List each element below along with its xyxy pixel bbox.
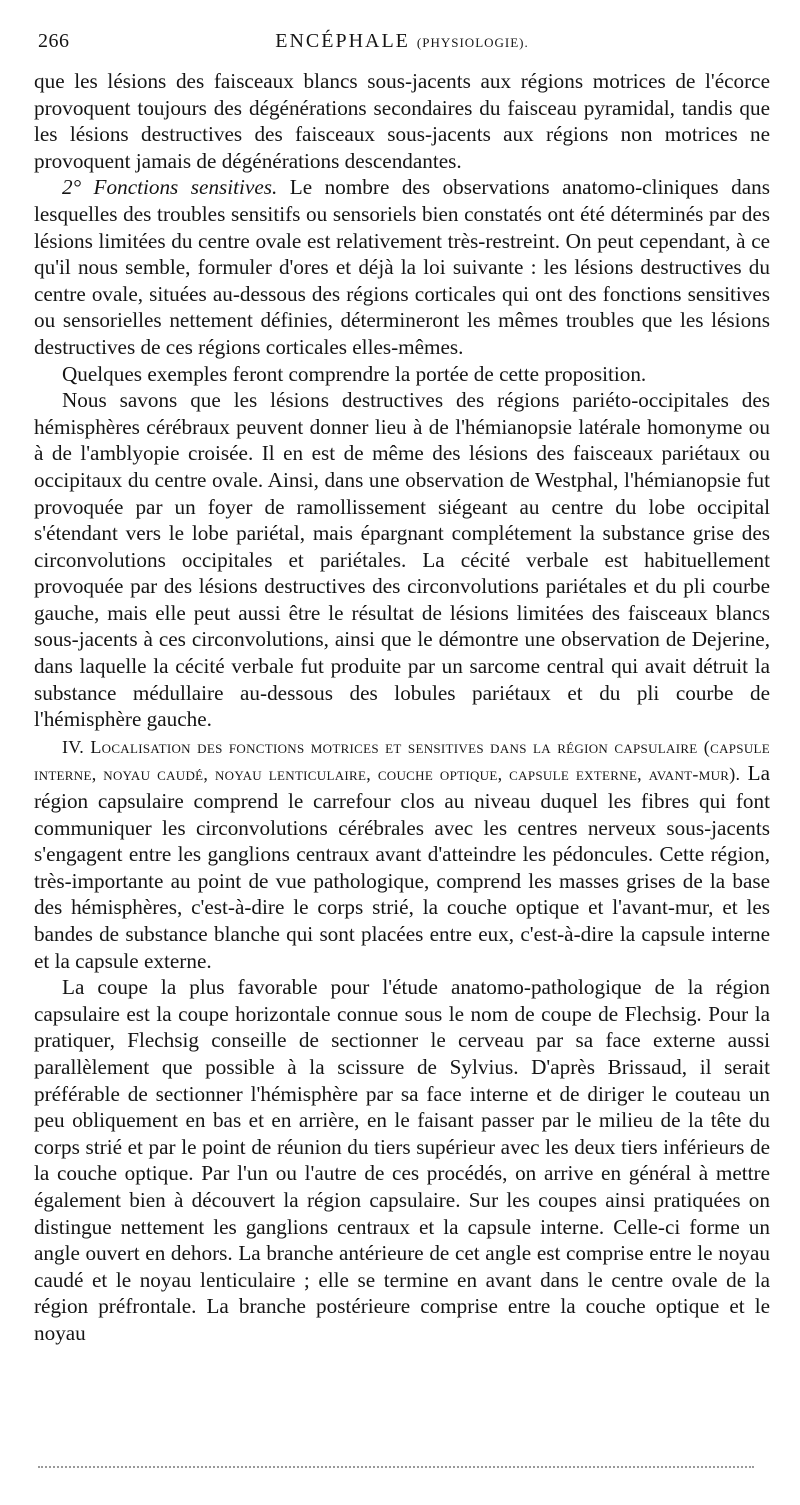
page bbox=[34, 28, 770, 1347]
paragraph-4: Nous savons que les lésions destructives des régions pariéto-occipitales des hémisphères cérébraux peuvent donner lieu à de l'hémianopsie latérale homonyme ou à de l'amblyopie croisée. Il en est de même des lésions des faisceaux pariétaux ou occipitaux du centre ovale. Ainsi, dans une observation de Westphal, l'hémianopsie fut provoquée par un foyer de ramollissement siégeant au centre du lobe occipital s'étendant vers le lobe pariétal, mais épargnant complétement la substance grise des circonvolutions occipitales et pariétales. La cécité verbale est habituellement provoquée par des lésions destructives des circonvolutions pariétales et du pli courbe gauche, mais elle peut aussi être le résultat de lésions limitées des faisceaux blancs sous-jacents à ces circonvolutions, ainsi que le démontre une observation de Dejerine, dans laquelle la cécité verbale fut produite par un sarcome central qui avait détruit la substance médullaire au-dessous des lobules pariétaux et du pli courbe de l'hémisphère gauche. bbox=[34, 388, 770, 732]
paragraph-3: Quelques exemples feront comprendre la portée de cette proposition. bbox=[62, 361, 647, 386]
section-heading: IV. Localisation des fonctions motrices et sensitives dans la région capsulaire (capsule interne, noyau caudé, noyau lenticulaire, couche optique, capsule externe, avant-mur). bbox=[34, 736, 770, 785]
paragraph-5 bbox=[34, 733, 770, 974]
body-text bbox=[34, 68, 770, 1347]
paragraph-2 bbox=[34, 174, 770, 360]
running-title-sub: (PHYSIOLOGIE). bbox=[416, 35, 529, 50]
running-head bbox=[34, 28, 770, 62]
running-title-main: ENCÉPHALE bbox=[275, 30, 410, 52]
paragraph-1: que les lésions des faisceaux blancs sous-jacents aux régions motrices de l'écorce provoquent toujours des dégénérations secondaires du faisceau pyramidal, tandis que les lésions destructives des faisceaux sous-jacents aux régions non motrices ne provoquent jamais de dégénérations descendantes. bbox=[34, 69, 770, 173]
paragraph-2-heading: 2° Fonctions sensitives. bbox=[62, 175, 278, 200]
paragraph-2-text: Le nombre des observations anatomo-cliniques dans lesquelles des troubles sensitifs ou sensoriels bien constatés ont été déterminés par des lésions limitées du centre ovale est relativement très-restreint. On peut cependant, à ce qu'il nous semble, formuler d'ores et déjà la loi suivante : les lésions destructives du centre ovale, situées au-dessous des régions corticales qui ont des fonctions sensitives ou sensorielles nettement définies, détermineront les mêmes troubles que les lésions destructives de ces régions corticales elles-mêmes. bbox=[34, 175, 770, 359]
paragraph-5-text: La région capsulaire comprend le carrefour clos au niveau duquel les fibres qui font communiquer les circonvolutions cérébrales avec les centres nerveux sous-jacents s'engagent entre les ganglions centraux avant d'atteindre les pédoncules. Cette région, très-importante au point de vue pathologique, comprend les masses grises de la base des hémisphères, c'est-à-dire le corps strié, la couche optique et l'avant-mur, et les bandes de substance blanche qui sont placées entre eux, c'est-à-dire la capsule interne et la capsule externe. bbox=[34, 761, 770, 973]
running-title bbox=[34, 30, 770, 53]
page-number: 266 bbox=[38, 30, 70, 52]
footer-rule bbox=[38, 1466, 754, 1468]
paragraph-6: La coupe la plus favorable pour l'étude anatomo-pathologique de la région capsulaire est la coupe horizontale connue sous le nom de coupe de Flechsig. Pour la pratiquer, Flechsig conseille de sectionner le cerveau par sa face externe aussi parallèlement que possible à la scissure de Sylvius. D'après Brissaud, il serait préférable de sectionner l'hémisphère par sa face interne et de diriger le couteau un peu obliquement en bas et en arrière, en le faisant passer par le milieu de la tête du corps strié et par le point de réunion du tiers supérieur avec les deux tiers inférieurs de la couche optique. Par l'un ou l'autre de ces procédés, on arrive en général à mettre également bien à découvert la région capsulaire. Sur les coupes ainsi pratiquées on distingue nettement les ganglions centraux et la capsule interne. Celle-ci forme un angle ouvert en dehors. La branche antérieure de cet angle est comprise entre le noyau caudé et le noyau lenticulaire ; elle se termine en avant dans le centre ovale de la région préfrontale. La branche postérieure comprise entre la couche optique et le noyau bbox=[34, 975, 770, 1345]
